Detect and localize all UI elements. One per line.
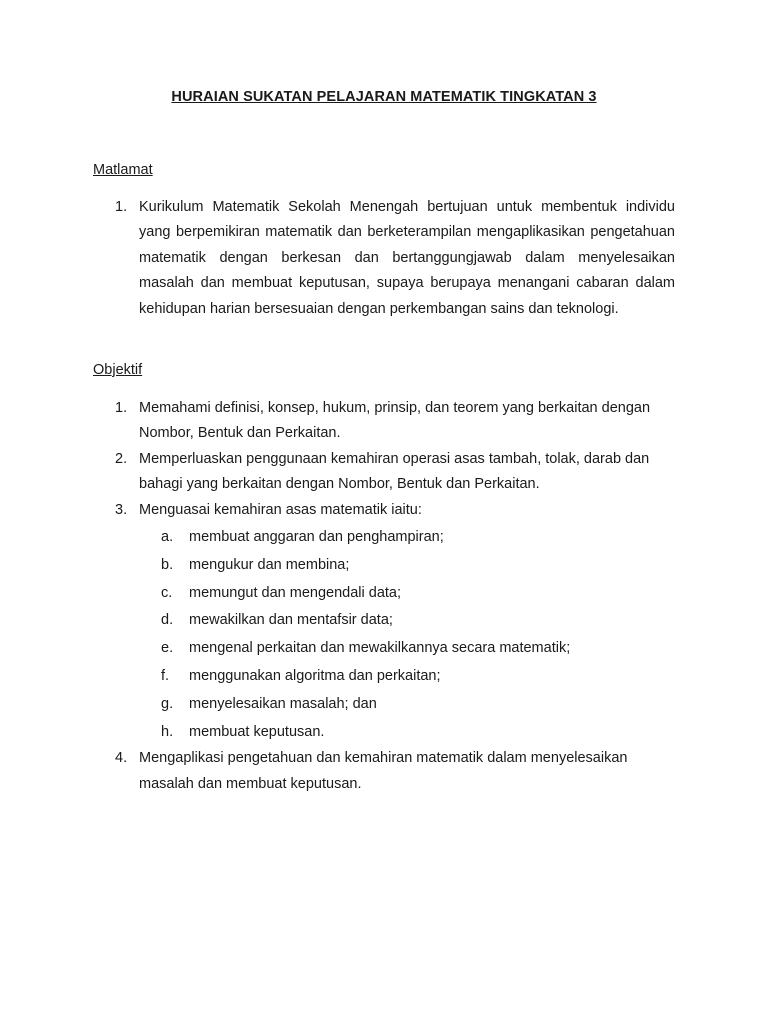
sublist-item-text: memungut dan mengendali data; [189, 584, 402, 601]
sublist-item-text: mengukur dan membina; [189, 556, 350, 573]
list-item-text: Kurikulum Matematik Sekolah Menengah bertujuan untuk membentuk individu yang berpemikiran matematik dan berketerampilan mengaplikasikan pengetahuan matematik dengan berkesan dan bertanggungjawab dalam menyelesaikan masalah dan membuat keputusan, supaya berupaya menangani cabaran dalam kehidupan harian bersesuaian dengan perkembangan sains dan teknologi. [139, 199, 675, 317]
sublist-item-letter: a. [161, 529, 174, 546]
sublist-item-letter: f. [161, 668, 170, 685]
sublist-item [161, 635, 675, 663]
sublist-item-text: mengenal perkaitan dan mewakilkannya secara matematik; [189, 640, 571, 657]
sublist-item-text: membuat anggaran dan penghampiran; [189, 529, 444, 546]
sublist-item [161, 524, 675, 552]
list-item-text: Menguasai kemahiran asas matematik iaitu: [139, 501, 422, 518]
page-title: HURAIAN SUKATAN PELAJARAN MATEMATIK TINGKATAN 3 [171, 89, 597, 105]
sublist-item-letter: g. [161, 695, 174, 712]
list-item [115, 195, 675, 322]
objektif-list [115, 396, 675, 797]
list-item-number: 1. [115, 400, 128, 416]
sublist-item-letter: h. [161, 723, 174, 740]
list-item [115, 746, 675, 797]
sublist-item [161, 719, 675, 747]
list-item [115, 447, 675, 498]
list-item [115, 396, 675, 447]
sublist-item-text: menggunakan algoritma dan perkaitan; [189, 668, 441, 685]
sublist-item-letter: e. [161, 640, 174, 657]
sublist-item [161, 552, 675, 580]
sublist-item-text: membuat keputusan. [189, 723, 325, 740]
sublist-item [161, 607, 675, 635]
sublist-item-letter: b. [161, 556, 174, 573]
list-item [115, 498, 675, 523]
sublist-item-letter: c. [161, 584, 173, 601]
sublist-item [161, 580, 675, 608]
list-item-number: 1. [115, 199, 128, 215]
list-item-number: 3. [115, 501, 128, 518]
sublist-item-letter: d. [161, 612, 174, 629]
list-item-number: 2. [115, 450, 128, 467]
list-item-number: 4. [115, 750, 128, 767]
section-heading-matlamat: Matlamat [93, 162, 153, 178]
sublist-item [161, 663, 675, 691]
matlamat-list [115, 195, 675, 322]
sublist-item-text: menyelesaikan masalah; dan [189, 695, 377, 712]
sublist-item-text: mewakilkan dan mentafsir data; [189, 612, 393, 629]
skills-sublist [115, 524, 675, 746]
sublist-item [161, 691, 675, 719]
section-heading-objektif: Objektif [93, 362, 143, 378]
list-item-text: Memperluaskan penggunaan kemahiran operasi asas tambah, tolak, darab dan bahagi yang berkaitan dengan Nombor, Bentuk dan Perkaitan. [139, 450, 650, 493]
list-item-text: Mengaplikasi pengetahuan dan kemahiran matematik dalam menyelesaikan masalah dan membuat keputusan. [139, 750, 628, 792]
list-item-text: Memahami definisi, konsep, hukum, prinsip, dan teorem yang berkaitan dengan Nombor, Bentuk dan Perkaitan. [139, 400, 651, 442]
